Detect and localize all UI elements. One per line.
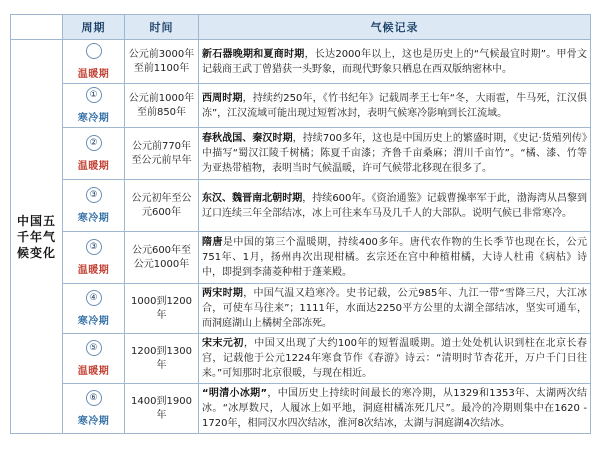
climate-era: 春秋战国、秦汉时期 — [202, 133, 293, 144]
header-time: 时间 — [125, 15, 199, 40]
climate-text: 是中国的第三个温暖期，持续400多年。唐代农作物的生长季节也现在长，公元751年、1月，扬州冉次出现柑橘。玄宗还在宫中种植柑橘，大诗人杜甫《病枯》诗中，即提到李蒲菱种柑于蓬莱殿。 — [202, 237, 588, 278]
climate-cell — [199, 128, 591, 180]
climate-table — [10, 14, 591, 434]
period-cell — [63, 284, 125, 334]
climate-cell — [199, 232, 591, 284]
time-cell: 公元前3000年至前1100年 — [125, 40, 199, 84]
climate-text: ，持续约250年，《竹书纪年》记载周孝王七年“冬，大雨雹，牛马死，江汉俱冻”，江汉流域可能出现过短暂冰封，表明气候寒冷影响到长江流域。 — [202, 92, 587, 119]
period-phase: 温暖期 — [77, 365, 110, 377]
climate-text: ，持续600年。《资治通鉴》记载曹操率军于此，渤海湾从昌黎到辽口连续三年全部结冰，冰上可往来车马及几千人的大部队。说明气候已非常寒冷。 — [202, 192, 587, 219]
header-blank-cell — [11, 15, 63, 40]
time-cell: 公元前1000年至前850年 — [125, 84, 199, 128]
climate-cell — [199, 284, 591, 334]
table-row — [11, 40, 591, 84]
period-phase: 温暖期 — [77, 264, 110, 276]
climate-era: “明清小冰期” — [202, 388, 268, 399]
period-number: ② — [86, 135, 102, 151]
period-phase: 寒冷期 — [77, 415, 110, 427]
climate-text: ，中国又出现了大约100年的短暂温暖期。道士处处机认识到柱在北京长春宫，记载他于公元1224年寒食节作《春游》诗云：“清明时节杏花开，万户千门日往来。”可知那时北京很暖，与现在相近。 — [202, 338, 588, 379]
climate-era: 西周时期 — [202, 92, 243, 104]
climate-cell — [199, 40, 591, 84]
period-cell — [63, 128, 125, 180]
period-number — [86, 43, 102, 59]
table-body — [11, 40, 591, 434]
header-period: 周期 — [63, 15, 125, 40]
header-climate: 气候记录 — [199, 15, 591, 40]
period-cell — [63, 384, 125, 434]
time-cell: 1200到1300年 — [125, 334, 199, 384]
period-cell — [63, 40, 125, 84]
table-row — [11, 334, 591, 384]
climate-era: 宋末元初 — [202, 338, 244, 349]
table-row — [11, 232, 591, 284]
period-phase: 寒冷期 — [77, 315, 110, 327]
period-number: ① — [86, 87, 102, 103]
time-cell: 公元600年至公元1000年 — [125, 232, 199, 284]
period-phase: 温暖期 — [77, 160, 110, 172]
period-cell — [63, 232, 125, 284]
climate-text: ，持续700多年，这也是中国历史上的繁盛时期，《史记·货殖列传》中描写“蜀汉江陵千树橘；陈夏千亩漆；齐鲁千亩桑麻；渭川千亩竹”。“橘、漆、竹等为亚热带植物，表明当时气候温暖，许可气候带北移现在很多了。 — [202, 133, 588, 174]
table-row — [11, 84, 591, 128]
climate-text: ，长达2000年以上，这也是历史上的“气候最宜时期”。甲骨文记载商王武丁曾猎获一头野象，而现代野象只栖息在西双版纳密林中。 — [202, 48, 588, 75]
period-number: ④ — [86, 290, 102, 306]
climate-era: 新石器晚期和夏商时期 — [202, 48, 305, 60]
period-phase: 温暖期 — [77, 68, 110, 80]
climate-text: ，中国气温又趋寒冷。史书记载，公元985年、九江一带“雪降三尺，大江冰合，可使车马往来”；1111年，水面达2250平方公里的太湖全部结冰，坚实可通车，而洞庭湖山上橘树全部冻死。 — [202, 288, 587, 329]
climate-cell — [199, 84, 591, 128]
climate-era: 两宋时期 — [202, 288, 244, 299]
table-row — [11, 284, 591, 334]
period-phase: 寒冷期 — [77, 112, 110, 124]
time-cell: 公元前770年至公元前早年 — [125, 128, 199, 180]
table-row — [11, 180, 591, 232]
table-row — [11, 128, 591, 180]
period-cell — [63, 84, 125, 128]
period-phase: 寒冷期 — [77, 212, 110, 224]
table-side-title: 中国五千年气候变化 — [11, 40, 63, 434]
climate-era: 东汉、魏晋南北朝时期 — [202, 192, 303, 204]
table-header — [11, 15, 591, 40]
period-number: ⑤ — [86, 340, 102, 356]
period-number: ③ — [86, 187, 102, 203]
time-cell: 1000到1200年 — [125, 284, 199, 334]
period-number: ③ — [86, 239, 102, 255]
time-cell: 公元初年至公元600年 — [125, 180, 199, 232]
climate-cell — [199, 384, 591, 434]
climate-text: ，中国历史上持续时间最长的寒冷期，从1329和1353年、太湖两次结冰。“冰厚数尺，人履冰上如平地，洞庭柑橘冻死几尺”。最冷的冷期则集中在1620 - 1720年，相同汉水四次结冰，淮河8次结冰，太湖与洞庭湖4次结冰。 — [202, 388, 587, 429]
climate-cell — [199, 334, 591, 384]
table-row — [11, 384, 591, 434]
climate-cell — [199, 180, 591, 232]
time-cell: 1400到1900年 — [125, 384, 199, 434]
period-cell — [63, 180, 125, 232]
climate-era: 隋唐 — [202, 237, 223, 248]
period-number: ⑥ — [86, 390, 102, 406]
period-cell — [63, 334, 125, 384]
